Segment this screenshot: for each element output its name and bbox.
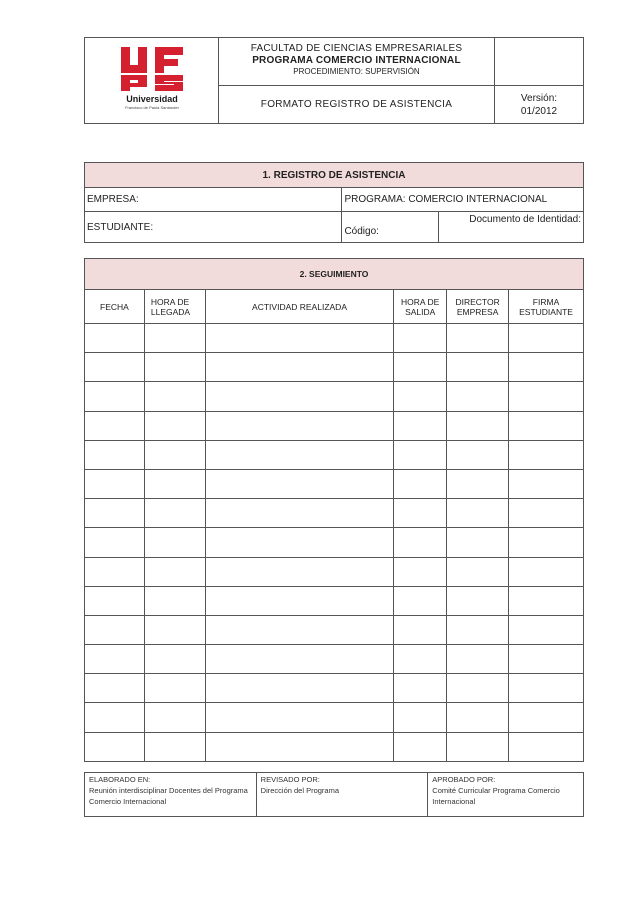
cell-hora-salida[interactable] [394,411,447,440]
format-title: FORMATO REGISTRO DE ASISTENCIA [219,86,495,124]
attendance-registry-section [84,162,584,243]
cell-fecha[interactable] [85,586,145,615]
table-row [85,469,584,498]
cell-firma[interactable] [509,469,584,498]
version-cell [495,86,584,124]
table-row [85,645,584,674]
cell-fecha[interactable] [85,528,145,557]
cell-hora-llegada[interactable] [144,469,205,498]
col-director-line2: EMPRESA [456,306,499,317]
cell-director[interactable] [447,440,509,469]
cell-hora-salida[interactable] [394,645,447,674]
col-director [447,290,509,324]
cell-hora-salida[interactable] [394,557,447,586]
cell-actividad[interactable] [205,469,393,498]
university-logo-cell [85,38,219,124]
cell-hora-salida[interactable] [394,586,447,615]
cell-hora-salida[interactable] [394,499,447,528]
table-row [85,557,584,586]
cell-fecha[interactable] [85,440,145,469]
cell-director[interactable] [447,645,509,674]
cell-hora-llegada[interactable] [144,732,205,761]
cell-director[interactable] [447,557,509,586]
cell-fecha[interactable] [85,615,145,644]
cell-hora-llegada[interactable] [144,586,205,615]
cell-hora-salida[interactable] [394,324,447,353]
section1-title: 1. REGISTRO DE ASISTENCIA [85,163,584,188]
cell-actividad[interactable] [205,645,393,674]
col-firma-line2: ESTUDIANTE [519,306,573,317]
table-row [85,440,584,469]
cell-hora-salida[interactable] [394,440,447,469]
cell-hora-llegada[interactable] [144,324,205,353]
cell-firma[interactable] [509,353,584,382]
cell-hora-salida[interactable] [394,528,447,557]
cell-firma[interactable] [509,324,584,353]
elaborado-cell [85,773,257,817]
cell-hora-llegada[interactable] [144,645,205,674]
cell-fecha[interactable] [85,674,145,703]
cell-hora-salida[interactable] [394,353,447,382]
cell-actividad[interactable] [205,499,393,528]
cell-actividad[interactable] [205,557,393,586]
table-row [85,586,584,615]
cell-hora-llegada[interactable] [144,440,205,469]
codigo-field[interactable]: Código: [342,212,439,243]
table-row [85,324,584,353]
follow-up-section [84,258,584,762]
revisado-cell [256,773,428,817]
cell-firma[interactable] [509,557,584,586]
col-hora-salida [394,290,447,324]
aprobado-line1: Comité Curricular Programa Comercio [432,786,560,795]
cell-director[interactable] [447,411,509,440]
cell-fecha[interactable] [85,732,145,761]
col-director-line1: DIRECTOR [455,296,500,307]
cell-director[interactable] [447,703,509,732]
cell-fecha[interactable] [85,645,145,674]
cell-hora-salida[interactable] [394,703,447,732]
cell-fecha[interactable] [85,353,145,382]
col-hora-salida-line2: SALIDA [405,306,436,317]
cell-director[interactable] [447,615,509,644]
cell-hora-llegada[interactable] [144,382,205,411]
cell-firma[interactable] [509,528,584,557]
column-header-row [85,290,584,324]
cell-hora-salida[interactable] [394,732,447,761]
cell-firma[interactable] [509,645,584,674]
col-hora-llegada-line2: LLEGADA [150,306,191,317]
cell-actividad[interactable] [205,382,393,411]
cell-fecha[interactable] [85,382,145,411]
version-label: Versión: [520,92,558,104]
elaborado-line2: Comercio Internacional [89,797,167,806]
title-cell [219,38,495,86]
cell-actividad[interactable] [205,732,393,761]
table-row [85,732,584,761]
empresa-field[interactable]: EMPRESA: [85,188,342,212]
cell-hora-llegada[interactable] [144,615,205,644]
document-header [84,37,584,124]
logo-name: Universidad [125,94,178,104]
col-firma-line1: FIRMA [532,296,560,307]
estudiante-field[interactable]: ESTUDIANTE: [85,212,342,243]
cell-hora-salida[interactable] [394,615,447,644]
cell-actividad[interactable] [205,411,393,440]
cell-director[interactable] [447,382,509,411]
cell-actividad[interactable] [205,440,393,469]
cell-hora-llegada[interactable] [144,674,205,703]
table-row [85,411,584,440]
logo-tagline: Francisco de Paula Santander [124,105,179,110]
program-title: PROGRAMA COMERCIO INTERNACIONAL [252,55,461,66]
cell-actividad[interactable] [205,528,393,557]
ufps-logo [117,45,187,111]
table-row [85,382,584,411]
col-hora-salida-line1: HORA DE [401,296,440,307]
cell-fecha[interactable] [85,411,145,440]
cell-hora-salida[interactable] [394,382,447,411]
cell-director[interactable] [447,469,509,498]
cell-firma[interactable] [509,411,584,440]
aprobado-label: APROBADO POR: [432,775,496,784]
cell-firma[interactable] [509,674,584,703]
documento-field[interactable]: Documento de Identidad: [439,212,584,243]
cell-firma[interactable] [509,382,584,411]
version-value: 01/2012 [520,105,558,117]
elaborado-label: ELABORADO EN: [89,775,151,784]
cell-actividad[interactable] [205,586,393,615]
cell-hora-llegada[interactable] [144,557,205,586]
aprobado-cell [428,773,584,817]
cell-director[interactable] [447,499,509,528]
tracking-rows [85,324,584,762]
table-row [85,674,584,703]
document-footer [84,772,584,817]
col-hora-llegada [144,290,205,324]
cell-hora-llegada[interactable] [144,353,205,382]
cell-actividad[interactable] [205,703,393,732]
version-empty-cell [495,38,584,86]
cell-actividad[interactable] [205,324,393,353]
cell-director[interactable] [447,353,509,382]
programa-field: PROGRAMA: COMERCIO INTERNACIONAL [342,188,584,212]
cell-firma[interactable] [509,499,584,528]
cell-director[interactable] [447,528,509,557]
procedure-title: PROCEDIMIENTO: SUPERVISIÓN [293,67,420,76]
faculty-title: FACULTAD DE CIENCIAS EMPRESARIALES [250,43,463,54]
cell-firma[interactable] [509,440,584,469]
cell-fecha[interactable] [85,469,145,498]
cell-director[interactable] [447,586,509,615]
cell-fecha[interactable] [85,324,145,353]
cell-actividad[interactable] [205,615,393,644]
cell-firma[interactable] [509,732,584,761]
cell-director[interactable] [447,732,509,761]
aprobado-line2: Internacional [432,797,476,806]
cell-hora-salida[interactable] [394,469,447,498]
revisado-label: REVISADO POR: [260,775,320,784]
cell-director[interactable] [447,674,509,703]
cell-actividad[interactable] [205,353,393,382]
cell-fecha[interactable] [85,557,145,586]
cell-fecha[interactable] [85,499,145,528]
col-hora-llegada-line1: HORA DE [150,296,190,307]
elaborado-line1: Reunión interdisciplinar Docentes del Programa [89,786,248,795]
table-row [85,615,584,644]
cell-firma[interactable] [509,615,584,644]
cell-firma[interactable] [509,586,584,615]
cell-hora-llegada[interactable] [144,528,205,557]
section2-title: 2. SEGUIMIENTO [85,259,584,290]
table-row [85,353,584,382]
table-row [85,528,584,557]
revisado-line1: Dirección del Programa [260,786,340,795]
cell-hora-salida[interactable] [394,674,447,703]
cell-fecha[interactable] [85,703,145,732]
table-row [85,499,584,528]
table-row [85,703,584,732]
col-firma [509,290,584,324]
col-fecha: FECHA [85,290,145,324]
cell-actividad[interactable] [205,674,393,703]
cell-hora-llegada[interactable] [144,411,205,440]
cell-hora-llegada[interactable] [144,499,205,528]
col-actividad: ACTIVIDAD REALIZADA [205,290,393,324]
cell-director[interactable] [447,324,509,353]
cell-firma[interactable] [509,703,584,732]
cell-hora-llegada[interactable] [144,703,205,732]
